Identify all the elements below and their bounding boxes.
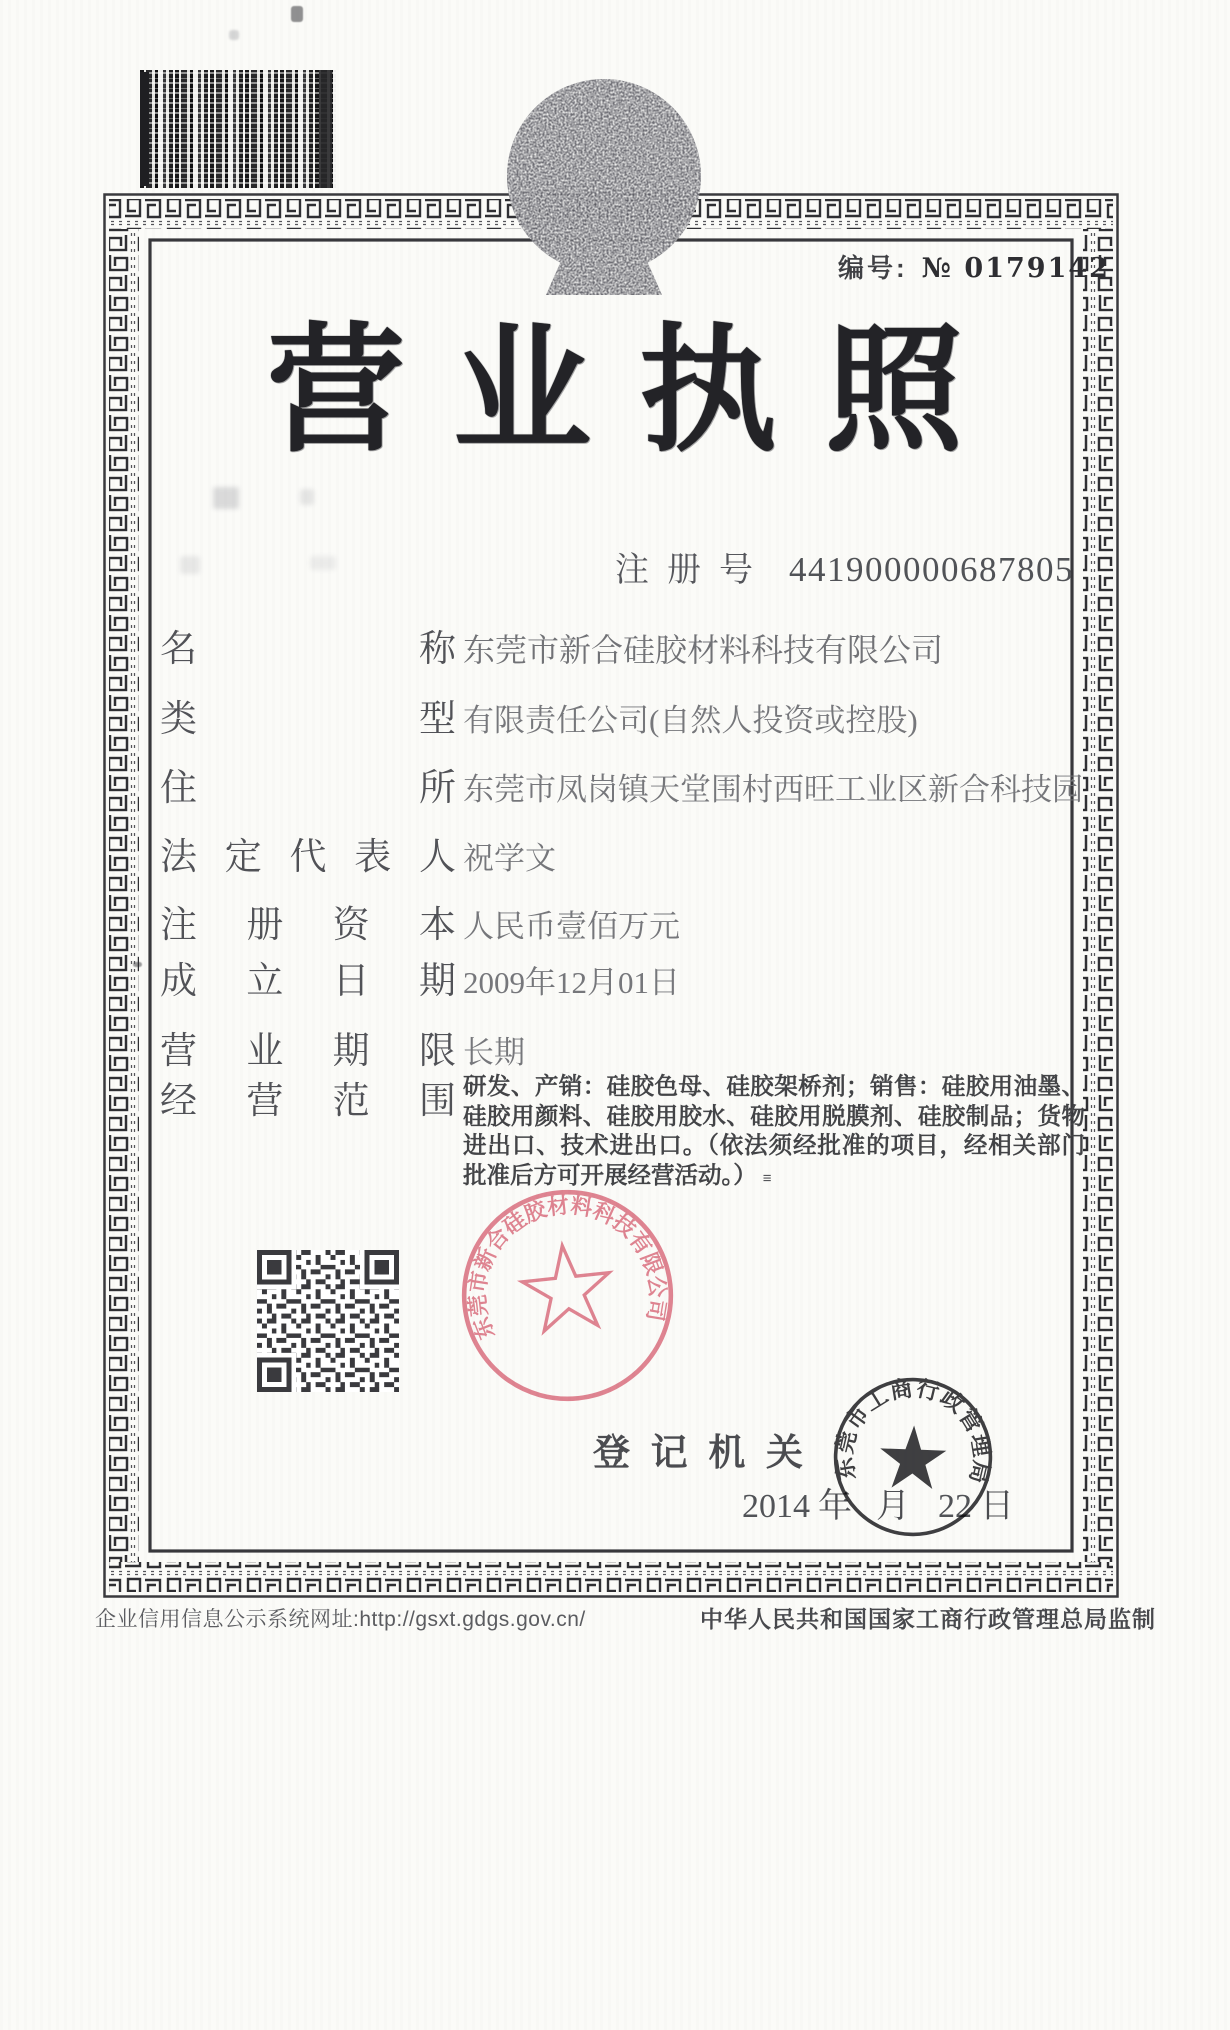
field-row-legal-representative	[160, 826, 1100, 886]
registry-seal-star-icon	[879, 1424, 947, 1489]
scan-smudge	[229, 30, 239, 40]
field-row-business-scope	[160, 1070, 1100, 1190]
field-label: 经 营 范 围	[160, 1080, 456, 1121]
registration-number: 441900000687805	[789, 550, 1074, 589]
registry-seal-text: 东莞市工商行政管理局	[831, 1375, 995, 1488]
svg-text:东莞市新合硅胶材料科技有限公司	[455, 1183, 674, 1344]
field-value: 2009年12月01日	[463, 965, 680, 1000]
month-unit: 月	[876, 1487, 910, 1525]
registration-number-line	[615, 542, 1074, 591]
scan-ink-mark: ≡	[762, 1169, 770, 1187]
field-label: 类 型	[160, 698, 456, 739]
field-row-type	[160, 688, 1100, 748]
serial-number-line	[838, 248, 1110, 285]
field-value	[463, 1072, 1085, 1193]
registration-label: 注 册 号	[615, 551, 753, 589]
field-value: 祝学文	[463, 841, 556, 876]
registry-seal	[825, 1369, 1001, 1545]
serial-label: 编号:	[838, 253, 908, 283]
issue-year: 2014	[742, 1488, 810, 1525]
scan-smudge	[291, 6, 303, 22]
field-label: 营 业 期 限	[160, 1030, 456, 1071]
year-unit: 年	[818, 1487, 852, 1525]
national-emblem-icon	[497, 68, 712, 303]
barcode-icon	[140, 70, 336, 188]
serial-number: № 0179142	[921, 253, 1110, 284]
field-label: 名 称	[160, 628, 456, 669]
footer-issuing-authority: 中华人民共和国国家工商行政管理总局监制	[700, 1606, 1156, 1632]
issue-day: 22	[938, 1488, 972, 1525]
field-row-name	[160, 618, 1100, 678]
field-label: 注 册 资 本	[160, 904, 456, 945]
business-scope-text: 研发、产销：硅胶色母、硅胶架桥剂；销售：硅胶用油墨、硅胶用颜料、硅胶用胶水、硅胶用脱膜剂、硅胶制品；货物进出口、技术进出口。（依法须经批准的项目，经相关部门批准后方可开展经营活动。）	[463, 1073, 1085, 1188]
field-value: 东莞市凤岗镇天堂围村西旺工业区新合科技园	[463, 772, 1083, 807]
field-row-establish-date	[160, 950, 1100, 1010]
field-label: 成 立 日 期	[160, 960, 456, 1001]
field-row-registered-capital	[160, 894, 1100, 954]
field-label: 法 定 代 表 人	[160, 836, 456, 877]
license-title: 营 业 执 照	[266, 314, 964, 468]
company-seal	[444, 1172, 691, 1419]
field-value: 东莞市新合硅胶材料科技有限公司	[463, 632, 944, 668]
footer-public-info-url: 企业信用信息公示系统网址:http://gsxt.gdgs.gov.cn/	[95, 1608, 586, 1631]
issuer-label: 登 记 机 关	[593, 1432, 803, 1473]
field-value: 人民币壹佰万元	[463, 909, 680, 944]
company-seal-text: 东莞市新合硅胶材料科技有限公司	[464, 1192, 671, 1344]
field-row-address	[160, 757, 1100, 817]
field-label: 住 所	[160, 767, 456, 808]
field-value: 有限责任公司(自然人投资或控股)	[463, 703, 918, 738]
day-unit: 日	[980, 1487, 1014, 1525]
field-value: 长期	[463, 1035, 525, 1070]
company-seal-star-icon	[519, 1241, 614, 1333]
qr-code-icon	[257, 1250, 399, 1392]
